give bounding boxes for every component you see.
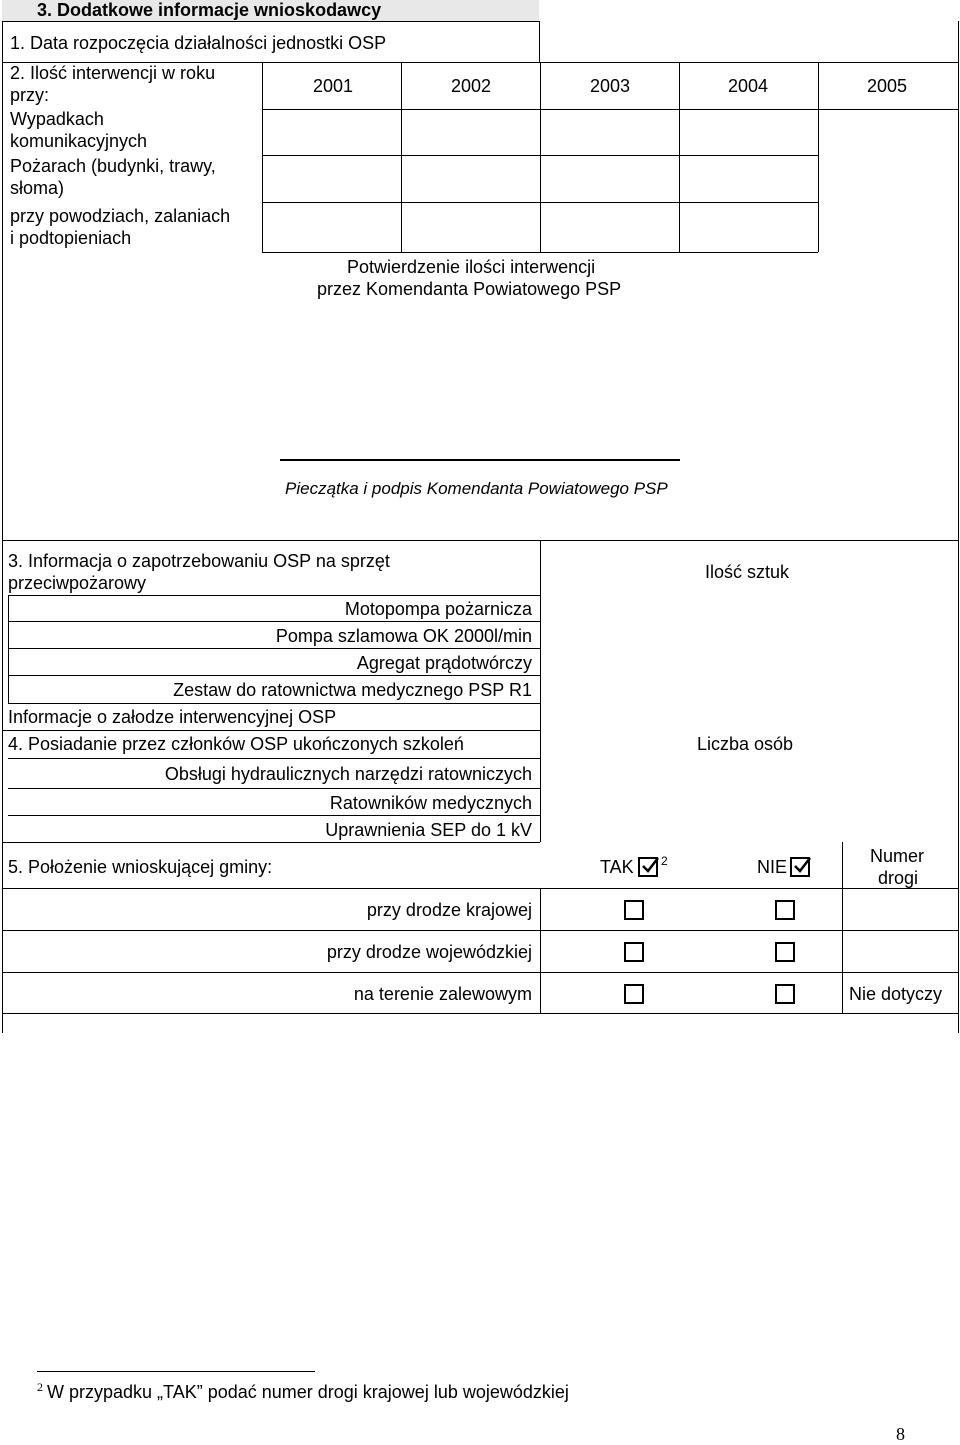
road-number-header-line2: drogi [878, 868, 919, 888]
location-row-flood-area: na terenie zalewowym [353, 984, 532, 1004]
national-road-number-field[interactable] [843, 889, 957, 929]
interventions-label-line2: przy: [10, 85, 50, 105]
start-date-field[interactable] [540, 22, 958, 62]
row-traffic-accidents-line1: Wypadkach [10, 109, 104, 129]
yes-footnote-ref: 2 [661, 854, 668, 868]
quantity-motor-pump[interactable] [541, 596, 957, 620]
equipment-item-sludge-pump: Pompa szlamowa OK 2000l/min [275, 626, 532, 646]
row-floods-line2: i podtopieniach [10, 228, 132, 248]
interventions-label-line1: 2. Ilość interwencji w roku [10, 63, 216, 83]
start-date-label: 1. Data rozpoczęcia działalności jednostki OSP [10, 33, 387, 53]
signature-line[interactable] [280, 459, 680, 461]
footnote-text: W przypadku „TAK” podać numer drogi krajowej lub wojewódzkiej [47, 1382, 569, 1402]
footnote-separator [37, 1371, 315, 1372]
crew-heading: Informacje o załodze interwencyjnej OSP [8, 707, 337, 727]
training-heading: 4. Posiadanie przez członków OSP ukończonych szkoleń [8, 734, 464, 754]
location-row-voivodeship-road: przy drodze wojewódzkiej [326, 942, 532, 962]
quantity-medical-kit[interactable] [541, 676, 957, 702]
equipment-item-generator: Agregat prądotwórczy [356, 653, 532, 673]
road-number-header-line1: Numer [870, 846, 925, 866]
equipment-heading-line1: 3. Informacja o zapotrzebowaniu OSP na sprzęt [8, 551, 390, 571]
voivodeship-road-yes-checkbox[interactable] [624, 942, 644, 962]
page-number: 8 [896, 1424, 905, 1444]
no-label: NIE [757, 857, 788, 877]
quantity-generator[interactable] [541, 649, 957, 674]
year-2003: 2003 [590, 76, 631, 96]
location-heading: 5. Położenie wnioskującej gminy: [8, 857, 273, 877]
row-floods-line1: przy powodziach, zalaniach [10, 206, 231, 226]
count-sep[interactable] [541, 816, 957, 841]
yes-checked-icon [638, 857, 658, 877]
equipment-item-motor-pump: Motopompa pożarnicza [344, 599, 532, 619]
row-fires-line1: Pożarach (budynki, trawy, [10, 156, 216, 176]
yes-label: TAK [600, 857, 634, 877]
equipment-heading-line2: przeciwpożarowy [8, 573, 147, 593]
row-fires-line2: słoma) [10, 178, 65, 198]
national-road-no-checkbox[interactable] [775, 900, 795, 920]
year-2002: 2002 [451, 76, 492, 96]
quantity-header: Ilość sztuk [705, 562, 790, 582]
training-item-paramedics: Ratowników medycznych [329, 793, 532, 813]
cell-fires-2001[interactable] [263, 156, 400, 201]
count-hydraulic-tools[interactable] [541, 759, 957, 787]
flood-area-road-number: Nie dotyczy [849, 984, 943, 1004]
stamp-caption: Pieczątka i podpis Komendanta Powiatowego PSP [285, 479, 668, 498]
confirmation-line1: Potwierdzenie ilości interwencji [347, 257, 596, 277]
training-item-sep: Uprawnienia SEP do 1 kV [325, 820, 532, 840]
location-row-national-road: przy drodze krajowej [366, 900, 532, 920]
national-road-yes-checkbox[interactable] [624, 900, 644, 920]
voivodeship-road-no-checkbox[interactable] [775, 942, 795, 962]
confirmation-line2: przez Komendanta Powiatowego PSP [317, 279, 622, 299]
equipment-item-medical-kit: Zestaw do ratownictwa medycznego PSP R1 [173, 680, 532, 700]
year-2001: 2001 [313, 76, 354, 96]
year-2005: 2005 [867, 76, 908, 96]
no-checked-icon [790, 857, 810, 877]
flood-area-yes-checkbox[interactable] [624, 984, 644, 1004]
voivodeship-road-number-field[interactable] [843, 931, 957, 971]
count-header: Liczba osób [697, 734, 794, 754]
cell-traffic-2001[interactable] [263, 110, 400, 154]
year-2004: 2004 [728, 76, 769, 96]
training-item-hydraulic-tools: Obsługi hydraulicznych narzędzi ratowniczych [164, 764, 532, 784]
footnote-number: 2 [37, 1380, 43, 1394]
row-traffic-accidents-line2: komunikacyjnych [10, 131, 148, 151]
count-paramedics[interactable] [541, 789, 957, 814]
flood-area-no-checkbox[interactable] [775, 984, 795, 1004]
quantity-sludge-pump[interactable] [541, 622, 957, 647]
cell-floods-2001[interactable] [263, 203, 400, 251]
section-heading: 3. Dodatkowe informacje wnioskodawcy [37, 0, 382, 20]
